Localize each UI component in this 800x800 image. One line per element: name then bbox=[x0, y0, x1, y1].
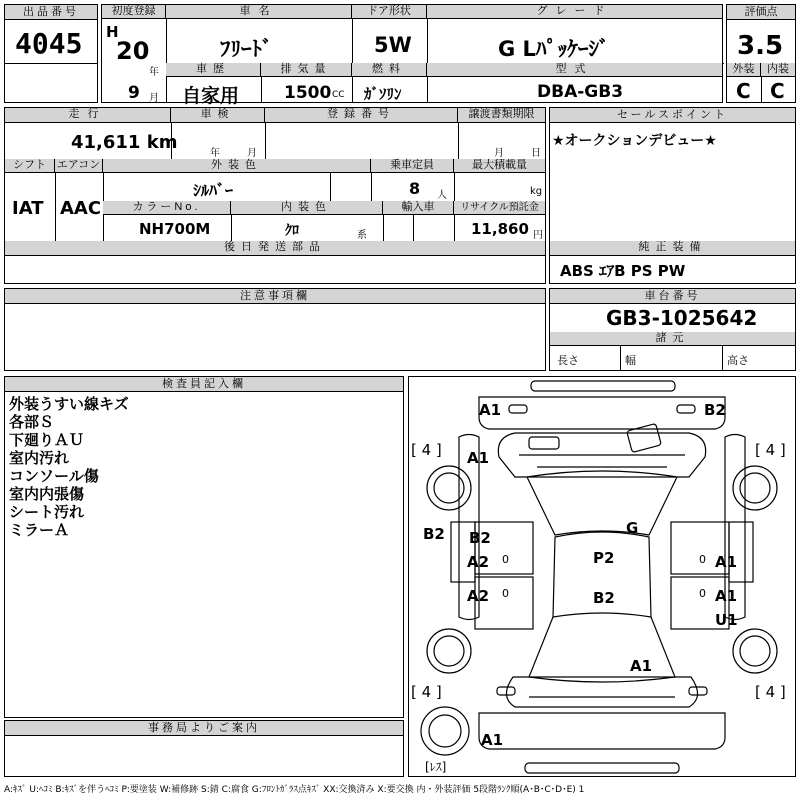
tire-tread-fr: [ 4 ] bbox=[755, 441, 786, 459]
car-name-label: 車名 bbox=[166, 5, 352, 19]
history-label: 車歴 bbox=[166, 63, 261, 77]
ac: AAC bbox=[60, 198, 102, 219]
inspector-box bbox=[4, 376, 404, 718]
door-zero: 0 bbox=[699, 587, 706, 600]
damage-mark: P2 bbox=[593, 549, 615, 567]
capacity: 8 bbox=[409, 179, 421, 198]
damage-mark: A2 bbox=[467, 587, 490, 605]
exterior-grade: C bbox=[736, 79, 751, 103]
displacement-label: 排気量 bbox=[261, 63, 352, 77]
spec-label: 諸元 bbox=[550, 332, 795, 346]
recycle-label: リサイクル預託金 bbox=[454, 201, 545, 215]
damage-mark: A1 bbox=[630, 657, 653, 675]
inspector-line: 室内内張傷 bbox=[9, 485, 85, 503]
color-label: 外装色 bbox=[103, 159, 371, 173]
sales-label: セールスポイント bbox=[550, 108, 795, 123]
score-value: 3.5 bbox=[737, 31, 784, 61]
lot-number: 4045 bbox=[15, 27, 83, 60]
door-zero: 0 bbox=[699, 553, 706, 566]
damage-mark: B2 bbox=[469, 529, 491, 547]
int-color-label: 内装色 bbox=[231, 201, 383, 215]
tire-tread-rl: [ 4 ] bbox=[411, 683, 442, 701]
lot-label: 出品番号 bbox=[5, 5, 97, 20]
damage-mark: A1 bbox=[715, 587, 738, 605]
inspector-line: コンソール傷 bbox=[9, 467, 99, 485]
inspector-line: 下廻りＡＵ bbox=[9, 431, 85, 449]
body-color: ｼﾙﾊﾞｰ bbox=[193, 181, 234, 200]
transfer-day-unit: 日 bbox=[531, 148, 541, 159]
office-box bbox=[4, 720, 404, 777]
displacement: 1500 bbox=[284, 83, 332, 103]
recycle-fee: 11,860 bbox=[471, 220, 529, 238]
yen-unit: 円 bbox=[533, 230, 543, 241]
damage-mark: G bbox=[626, 519, 639, 537]
history: 自家用 bbox=[182, 85, 240, 107]
grade-label: グレード bbox=[427, 5, 722, 19]
spec-height: 高さ bbox=[727, 354, 749, 367]
person-unit: 人 bbox=[437, 190, 447, 201]
inspector-lines bbox=[9, 395, 129, 539]
spare-tire: [ﾚｽ] bbox=[425, 760, 447, 774]
first-reg-label: 初度登録 bbox=[102, 5, 166, 19]
damage-mark: A2 bbox=[467, 553, 490, 571]
sales-point: ★オークションデビュー★ bbox=[552, 133, 717, 149]
interior-grade: C bbox=[770, 79, 785, 103]
car-name: ﾌﾘｰﾄﾞ bbox=[220, 37, 273, 61]
equip-label: 純正装備 bbox=[550, 241, 795, 256]
shift: IAT bbox=[12, 198, 44, 219]
damage-mark: B2 bbox=[423, 525, 445, 543]
inspector-label: 検査員記入欄 bbox=[5, 377, 403, 392]
car-outline-diagram bbox=[409, 377, 795, 776]
kei-unit: 系 bbox=[357, 230, 367, 241]
door-zero: 0 bbox=[502, 553, 509, 566]
tire-tread-fl: [ 4 ] bbox=[411, 441, 442, 459]
damage-mark: U1 bbox=[715, 611, 738, 629]
color-no-label: カラーNo. bbox=[103, 201, 231, 215]
legend: A:ｷｽﾞ U:ﾍｺﾐ B:ｷｽﾞを伴うﾍｺﾐ P:要塗装 W:補修跡 S:錆 C:腐食 G:ﾌﾛﾝﾄｶﾞﾗｽ点ｷｽﾞ XX:交換済み X:要交換 内・外装評価 5段階ﾗﾝｸ順(A･B･C･D･E) 1 bbox=[4, 785, 585, 795]
score-label: 評価点 bbox=[727, 5, 795, 20]
lot-box bbox=[4, 4, 98, 103]
inspector-line: 各部Ｓ bbox=[9, 413, 55, 431]
sales-box bbox=[549, 107, 796, 284]
door-type: 5W bbox=[374, 33, 412, 57]
spec-length: 長さ bbox=[557, 354, 579, 367]
cc-unit: CC bbox=[332, 90, 345, 100]
month: 9 bbox=[128, 83, 140, 103]
month-unit: 月 bbox=[149, 93, 159, 104]
damage-mark: A1 bbox=[715, 553, 738, 571]
door-zero: 0 bbox=[502, 587, 509, 600]
kg-unit: kg bbox=[530, 186, 543, 197]
mileage: 41,611 km bbox=[71, 132, 178, 153]
inspector-line: ミラーＡ bbox=[9, 521, 70, 539]
damage-mark: B2 bbox=[704, 401, 726, 419]
grade: G Lﾊﾟｯｹｰｼﾞ bbox=[498, 37, 610, 61]
equipment: ABS ｴｱB PS PW bbox=[560, 262, 686, 280]
car-diagram bbox=[408, 376, 796, 777]
mileage-label: 走行 bbox=[5, 108, 171, 123]
capacity-label: 乗車定員 bbox=[371, 159, 454, 173]
tire-tread-rr: [ 4 ] bbox=[755, 683, 786, 701]
exterior-label: 外装 bbox=[727, 63, 761, 77]
model-code: DBA-GB3 bbox=[537, 82, 624, 102]
reg-no-label: 登録番号 bbox=[265, 108, 458, 123]
score-box bbox=[726, 4, 796, 103]
damage-mark: A1 bbox=[467, 449, 490, 467]
chassis-number: GB3-1025642 bbox=[606, 306, 758, 330]
inspection-label: 車検 bbox=[171, 108, 265, 123]
details-box bbox=[4, 107, 546, 284]
inspector-line: シート汚れ bbox=[9, 503, 85, 521]
door-label: ドア形状 bbox=[352, 5, 427, 19]
inspector-line: 室内汚れ bbox=[9, 449, 70, 467]
notes-box bbox=[4, 288, 546, 371]
ac-label: エアコン bbox=[55, 159, 103, 173]
spec-width: 幅 bbox=[625, 354, 636, 367]
color-no: NH700M bbox=[139, 220, 211, 238]
fuel: ｶﾞｿﾘﾝ bbox=[364, 85, 402, 103]
chassis-box bbox=[549, 288, 796, 371]
later-label: 後日発送部品 bbox=[5, 241, 545, 256]
era: H bbox=[106, 23, 119, 41]
damage-mark: A1 bbox=[479, 401, 502, 419]
office-label: 事務局よりご案内 bbox=[5, 721, 403, 736]
first-reg-year: 20 bbox=[116, 37, 150, 65]
year-unit: 年 bbox=[149, 67, 159, 78]
insp-month-unit: 月 bbox=[247, 148, 257, 159]
shift-label: シフト bbox=[5, 159, 55, 173]
inspector-line: 外装うすい線キズ bbox=[9, 395, 129, 413]
transfer-label: 譲渡書類期限 bbox=[458, 108, 545, 123]
header-main bbox=[101, 4, 723, 107]
model-label: 型式 bbox=[427, 63, 722, 77]
fuel-label: 燃料 bbox=[352, 63, 427, 77]
interior-label: 内装 bbox=[761, 63, 795, 77]
chassis-label: 車台番号 bbox=[550, 289, 795, 304]
damage-mark: A1 bbox=[481, 731, 504, 749]
int-color: ｸﾛ bbox=[285, 223, 299, 239]
insp-year-unit: 年 bbox=[210, 148, 220, 159]
notes-label: 注意事項欄 bbox=[5, 289, 545, 304]
transfer-month-unit: 月 bbox=[494, 148, 504, 159]
load-label: 最大積載量 bbox=[454, 159, 545, 173]
damage-mark: B2 bbox=[593, 589, 615, 607]
import-label: 輸入車 bbox=[383, 201, 454, 215]
